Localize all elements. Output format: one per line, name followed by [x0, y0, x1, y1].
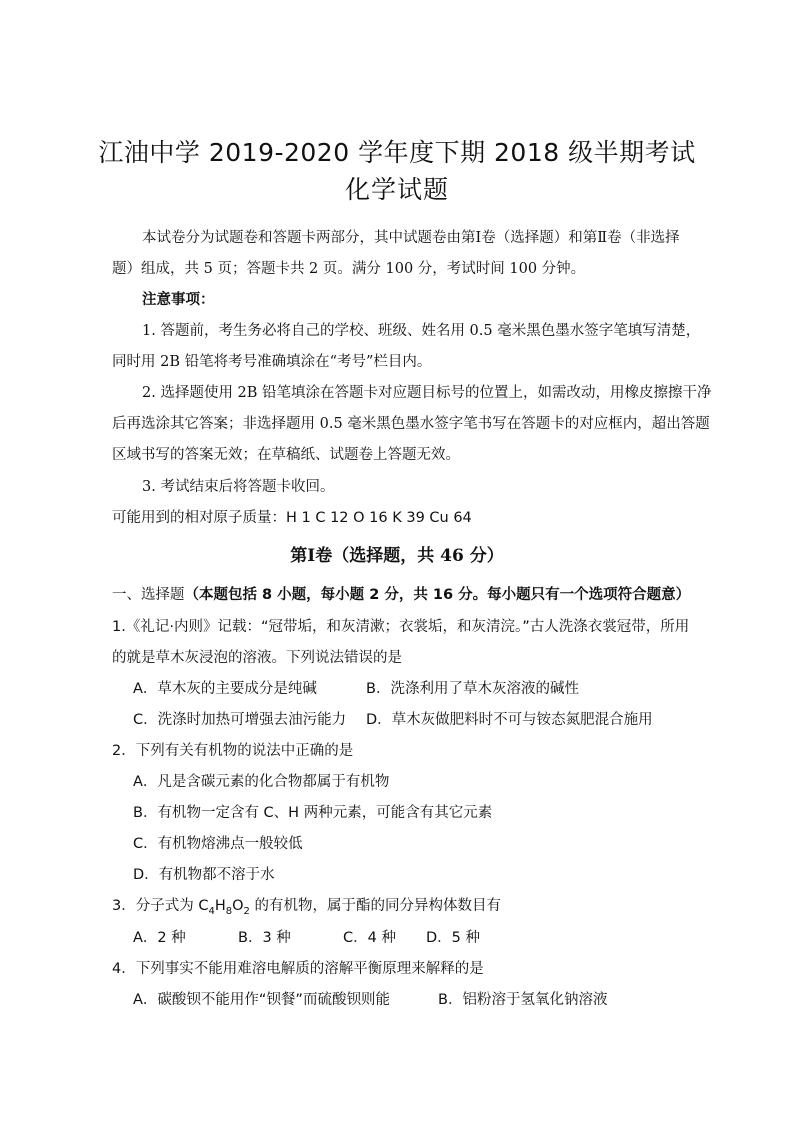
q1-option-d: D．草木灰做肥料时不可与铵态氮肥混合施用 [366, 712, 653, 728]
q1-stem-line-1: 1.《礼记·内则》记载：“冠带垢，和灰清漱；衣裳垢，和灰清浣。”古人洗涤衣裳冠带，所用 [112, 619, 690, 635]
exam-title: 江油中学 2019-2020 学年度下期 2018 级半期考试 [98, 138, 696, 167]
note-2-line-3: 区域书写的答案无效；在草稿纸、试题卷上答题无效。 [112, 447, 460, 463]
q2-option-c: C．有机物熔沸点一般较低 [133, 836, 303, 852]
q1-option-a: A．草木灰的主要成分是纯碱 [133, 681, 317, 697]
q3-option-c: C．4 种 [343, 930, 396, 946]
note-2-line-2: 后再选涂其它答案；非选择题用 0.5 毫米黑色墨水签字笔书写在答题卡的对应框内，超出答题 [112, 416, 710, 432]
q4-option-b: B．铝粉溶于氢氧化钠溶液 [438, 992, 608, 1008]
q2-option-d: D．有机物都不溶于水 [133, 867, 275, 883]
note-1-line-2: 同时用 2B 铅笔将考号准确填涂在“考号”栏目内。 [112, 354, 432, 370]
q4-stem: 4．下列事实不能用难溶电解质的溶解平衡原理来解释的是 [112, 961, 484, 977]
q4-option-a: A．碳酸钡不能用作“钡餐”而硫酸钡则能 [133, 992, 390, 1008]
q3-option-a: A．2 种 [133, 930, 186, 946]
atomic-masses: 可能用到的相对原子质量：H 1 C 12 O 16 K 39 Cu 64 [112, 510, 472, 526]
part-1-heading [112, 585, 690, 605]
note-2-line-1: 2. 选择题使用 2B 铅笔填涂在答题卡对应题目标号的位置上，如需改动，用橡皮擦擦干净 [142, 385, 712, 401]
q1-option-b: B．洗涤利用了草木灰溶液的碱性 [366, 681, 579, 697]
intro-line-1: 本试卷分为试题卷和答题卡两部分，其中试题卷由第Ⅰ卷（选择题）和第Ⅱ卷（非选择 [142, 230, 680, 246]
q1-stem-line-2: 的就是草木灰浸泡的溶液。下列说法错误的是 [112, 650, 402, 666]
q2-stem: 2．下列有关有机物的说法中正确的是 [112, 743, 354, 759]
q2-option-b: B．有机物一定含有 C、H 两种元素，可能含有其它元素 [133, 805, 493, 821]
part-1-description: （本题包括 8 小题，每小题 2 分，共 16 分。每小题只有一个选项符合题意） [184, 587, 691, 603]
q1-option-c: C．洗涤时加热可增强去油污能力 [133, 712, 347, 728]
q3-option-b: B．3 种 [238, 930, 291, 946]
q2-option-a: A．凡是含碳元素的化合物都属于有机物 [133, 774, 390, 790]
q3-option-d: D．5 种 [426, 930, 480, 946]
q3-stem: 3．分子式为 $C_4H_8O_2$ 的有机物，属于酯的同分异构体数目有 [112, 898, 502, 917]
note-3: 3. 考试结束后将答题卡收回。 [142, 479, 335, 495]
section-1-title: 第Ⅰ卷（选择题，共 46 分） [290, 546, 504, 566]
exam-subtitle: 化学试题 [344, 175, 449, 204]
part-1-label: 一、选择题 [112, 587, 185, 603]
note-1-line-1: 1. 答题前，考生务必将自己的学校、班级、姓名用 0.5 毫米黑色墨水签字笔填写清楚， [142, 323, 701, 339]
notes-heading: 注意事项： [142, 291, 215, 308]
intro-line-2: 题）组成，共 5 页；答题卡共 2 页。满分 100 分，考试时间 100 分钟。 [112, 261, 586, 277]
